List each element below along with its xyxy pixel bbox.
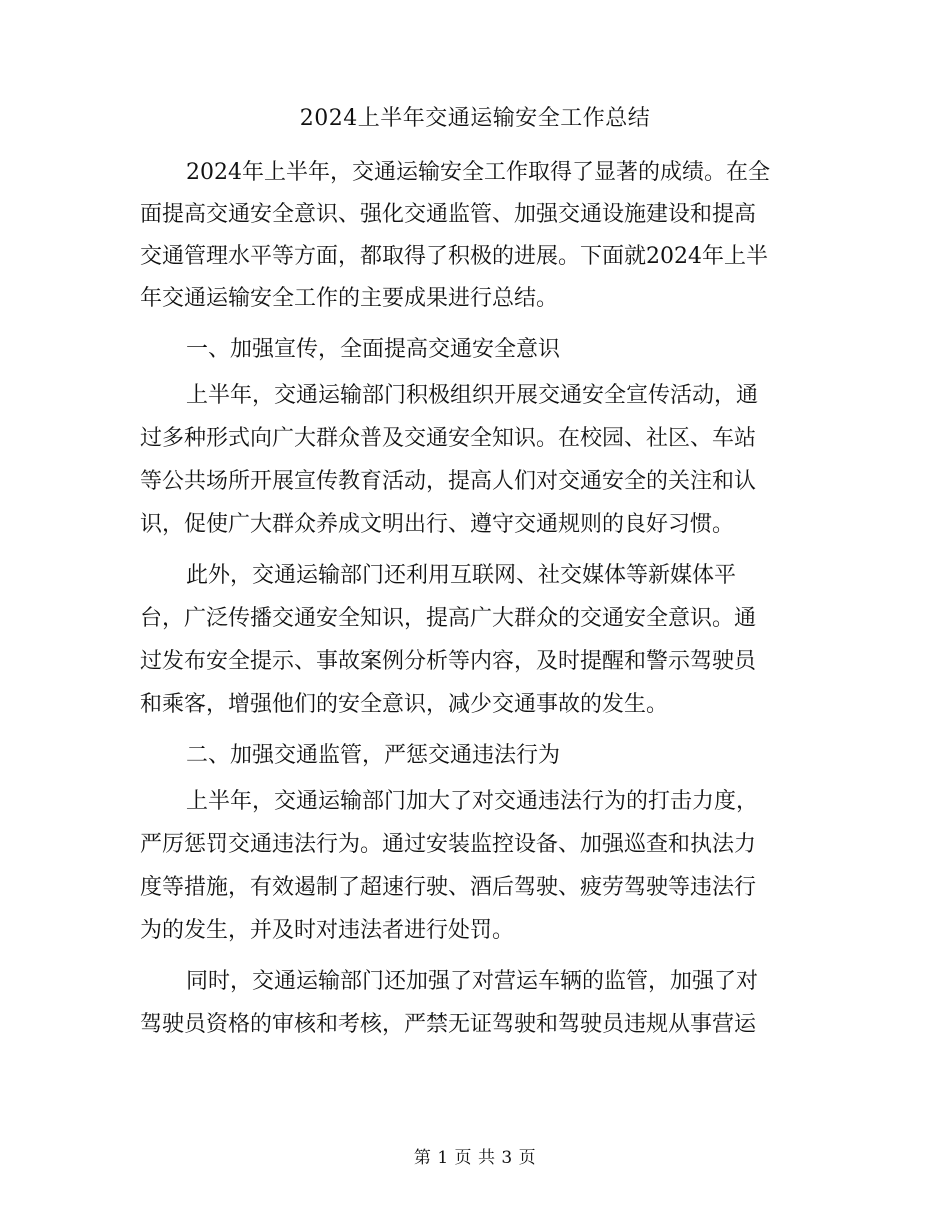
paragraph-line: 面提高交通安全意识、强化交通监管、加强交通设施建设和提高 [140,202,757,227]
paragraph-line: 上半年，交通运输部门加大了对交通违法行为的打击力度， [186,789,759,814]
paragraph-line: 同时，交通运输部门还加强了对营运车辆的监管，加强了对 [186,969,759,994]
section-heading: 二、加强交通监管，严惩交通违法行为 [186,743,561,768]
paragraph-line: 度等措施，有效遏制了超速行驶、酒后驾驶、疲劳驾驶等违法行 [140,875,757,900]
paragraph-line: 年交通运输安全工作的主要成果进行总结。 [140,286,559,311]
paragraph-line: 交通管理水平等方面，都取得了积极的进展。下面就2024年上半 [140,244,768,269]
document-title: 2024上半年交通运输安全工作总结 [299,106,651,131]
paragraph-line: 此外，交通运输部门还利用互联网、社交媒体等新媒体平 [186,563,737,588]
paragraph-line: 台，广泛传播交通安全知识，提高广大群众的交通安全意识。通 [140,606,757,631]
paragraph-line: 过多种形式向广大群众普及交通安全知识。在校园、社区、车站 [140,426,757,451]
paragraph-line: 2024年上半年，交通运输安全工作取得了显著的成绩。在全 [186,160,770,185]
paragraph-line: 过发布安全提示、事故案例分析等内容，及时提醒和警示驾驶员 [140,649,757,674]
section-heading: 一、加强宣传，全面提高交通安全意识 [186,337,561,362]
paragraph-line: 上半年，交通运输部门积极组织开展交通安全宣传活动，通 [186,383,759,408]
page-number: 第 1 页 共 3 页 [413,1148,537,1168]
paragraph-line: 为的发生，并及时对违法者进行处罚。 [140,918,515,943]
paragraph-line: 驾驶员资格的审核和考核，严禁无证驾驶和驾驶员违规从事营运 [140,1012,757,1037]
paragraph-line: 和乘客，增强他们的安全意识，减少交通事故的发生。 [140,692,669,717]
paragraph-line: 识，促使广大群众养成文明出行、遵守交通规则的良好习惯。 [140,512,735,537]
paragraph-line: 等公共场所开展宣传教育活动，提高人们对交通安全的关注和认 [140,469,757,494]
paragraph-line: 严厉惩罚交通违法行为。通过安装监控设备、加强巡查和执法力 [140,832,757,857]
